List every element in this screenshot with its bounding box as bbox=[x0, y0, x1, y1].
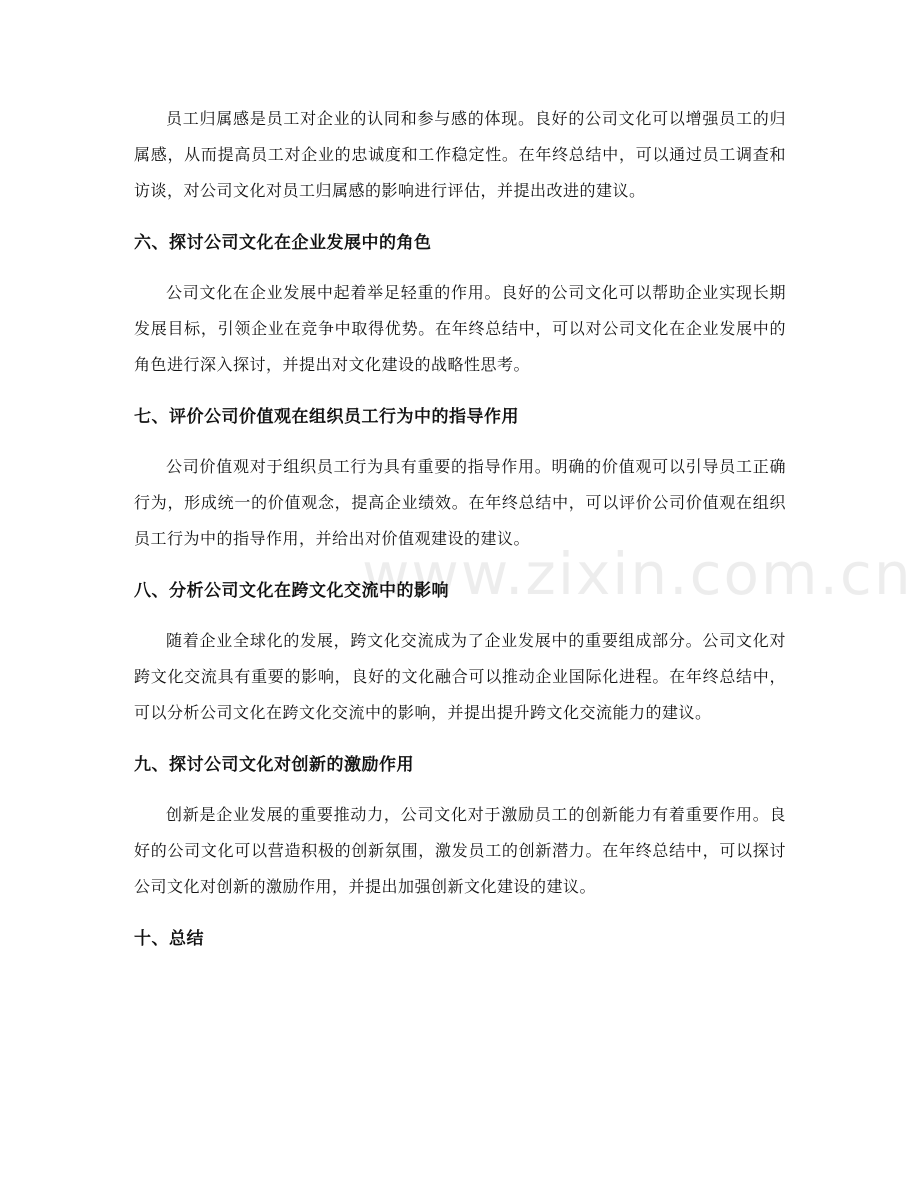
section-heading-9: 九、探讨公司文化对创新的激励作用 bbox=[134, 755, 414, 775]
section-heading-8: 八、分析公司文化在跨文化交流中的影响 bbox=[134, 581, 449, 601]
section-heading-10: 十、总结 bbox=[134, 929, 204, 949]
section-paragraph-6: 公司文化在企业发展中起着举足轻重的作用。良好的公司文化可以帮助企业实现长期发展目标，引领企业在竞争中取得优势。在年终总结中，可以对公司文化在企业发展中的角色进行深入探讨，并提出对文化建设的战略性思考。 bbox=[134, 283, 786, 374]
section-paragraph-7: 公司价值观对于组织员工行为具有重要的指导作用。明确的价值观可以引导员工正确行为，形成统一的价值观念，提高企业绩效。在年终总结中，可以评价公司价值观在组织员工行为中的指导作用，并给出对价值观建设的建议。 bbox=[134, 457, 786, 548]
intro-paragraph: 员工归属感是员工对企业的认同和参与感的体现。良好的公司文化可以增强员工的归属感，从而提高员工对企业的忠诚度和工作稳定性。在年终总结中，可以通过员工调查和访谈，对公司文化对员工归属感的影响进行评估，并提出改进的建议。 bbox=[134, 109, 786, 200]
watermark-text: www.zixin.com.cn bbox=[362, 540, 913, 608]
section-paragraph-9: 创新是企业发展的重要推动力，公司文化对于激励员工的创新能力有着重要作用。良好的公司文化可以营造积极的创新氛围，激发员工的创新潜力。在年终总结中，可以探讨公司文化对创新的激励作用，并提出加强创新文化建设的建议。 bbox=[134, 805, 786, 896]
section-heading-6: 六、探讨公司文化在企业发展中的角色 bbox=[134, 233, 432, 253]
section-paragraph-8: 随着企业全球化的发展，跨文化交流成为了企业发展中的重要组成部分。公司文化对跨文化交流具有重要的影响，良好的文化融合可以推动企业国际化进程。在年终总结中，可以分析公司文化在跨文化交流中的影响，并提出提升跨文化交流能力的建议。 bbox=[134, 631, 786, 722]
section-heading-7: 七、评价公司价值观在组织员工行为中的指导作用 bbox=[134, 407, 519, 427]
